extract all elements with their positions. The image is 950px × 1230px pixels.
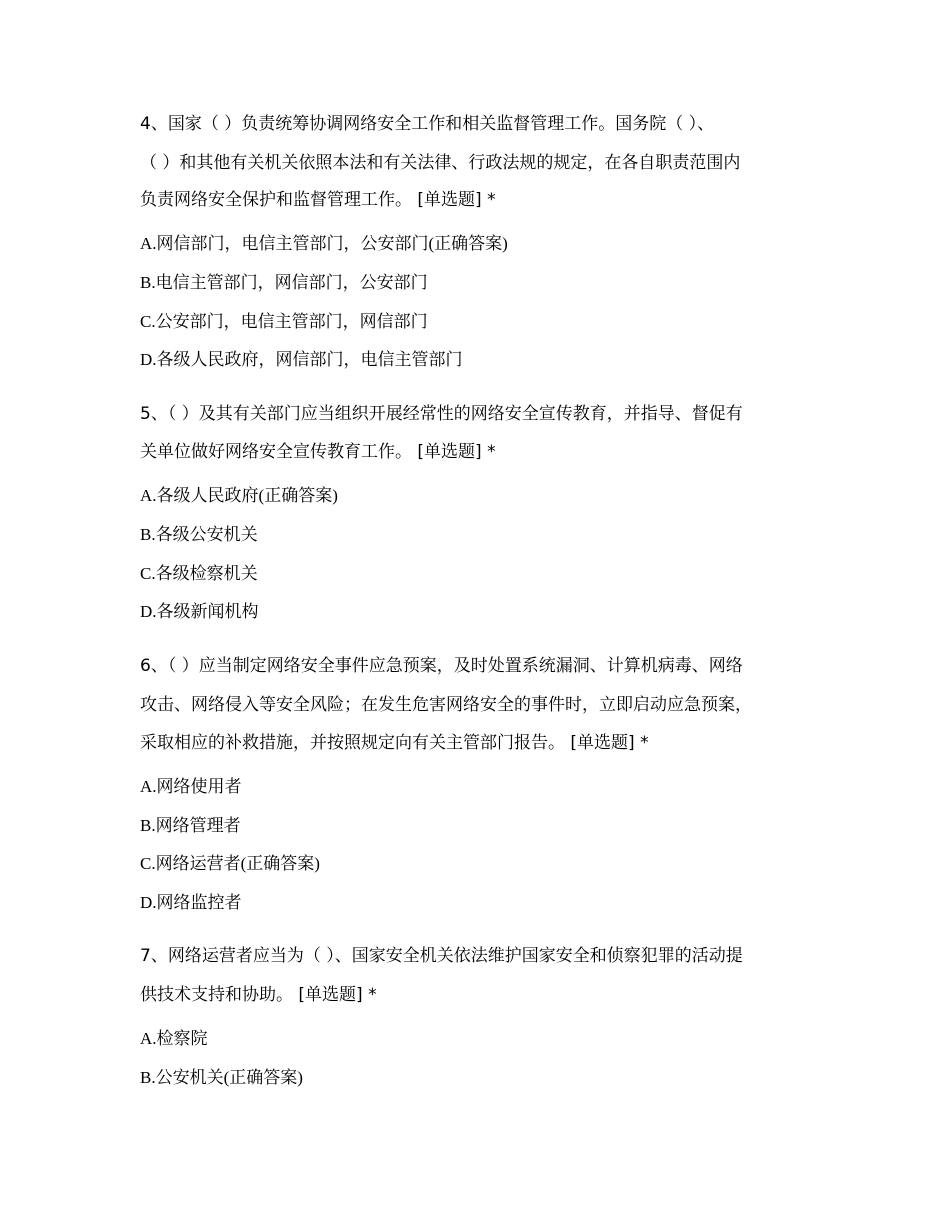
answer-option: B.网络管理者 <box>140 816 241 835</box>
answer-option: A.各级人民政府(正确答案) <box>140 486 338 505</box>
answer-option: A.网络使用者 <box>140 777 242 796</box>
question-text-line: 供技术支持和协助。 [单选题] * <box>140 985 377 1005</box>
question-text-line: 攻击、网络侵入等安全风险；在发生危害网络安全的事件时，立即启动应急预案， <box>140 695 752 715</box>
question-text-line: 4、国家（ ）负责统筹协调网络安全工作和相关监督管理工作。国务院（ ）、 <box>140 114 715 134</box>
answer-option: B.公安机关(正确答案) <box>140 1068 303 1087</box>
question-text-line: 7、网络运营者应当为（ ）、国家安全机关依法维护国家安全和侦察犯罪的活动提 <box>140 946 743 966</box>
question-text-line: 采取相应的补救措施，并按照规定向有关主管部门报告。 [单选题] * <box>140 733 649 753</box>
answer-option: D.网络监控者 <box>140 893 242 912</box>
answer-option: A.检察院 <box>140 1029 208 1048</box>
document-page <box>140 0 820 1230</box>
question-text-line: 负责网络安全保护和监督管理工作。 [单选题] * <box>140 190 496 210</box>
answer-option: C.网络运营者(正确答案) <box>140 854 320 873</box>
answer-option: C.各级检察机关 <box>140 564 258 583</box>
question-text-line: 关单位做好网络安全宣传教育工作。 [单选题] * <box>140 442 496 462</box>
answer-option: B.电信主管部门，网信部门，公安部门 <box>140 273 428 292</box>
question-text-line: （ ）和其他有关机关依照本法和有关法律、行政法规的规定，在各自职责范围内 <box>140 153 741 173</box>
answer-option: D.各级新闻机构 <box>140 602 259 621</box>
answer-option: B.各级公安机关 <box>140 525 258 544</box>
answer-option: D.各级人民政府，网信部门，电信主管部门 <box>140 350 463 369</box>
question-text-line: 6、（ ）应当制定网络安全事件应急预案，及时处置系统漏洞、计算机病毒、网络 <box>140 656 743 676</box>
answer-option: A.网信部门，电信主管部门，公安部门(正确答案) <box>140 234 508 253</box>
answer-option: C.公安部门，电信主管部门，网信部门 <box>140 312 428 331</box>
question-text-line: 5、（ ）及其有关部门应当组织开展经常性的网络安全宣传教育，并指导、督促有 <box>140 404 743 424</box>
